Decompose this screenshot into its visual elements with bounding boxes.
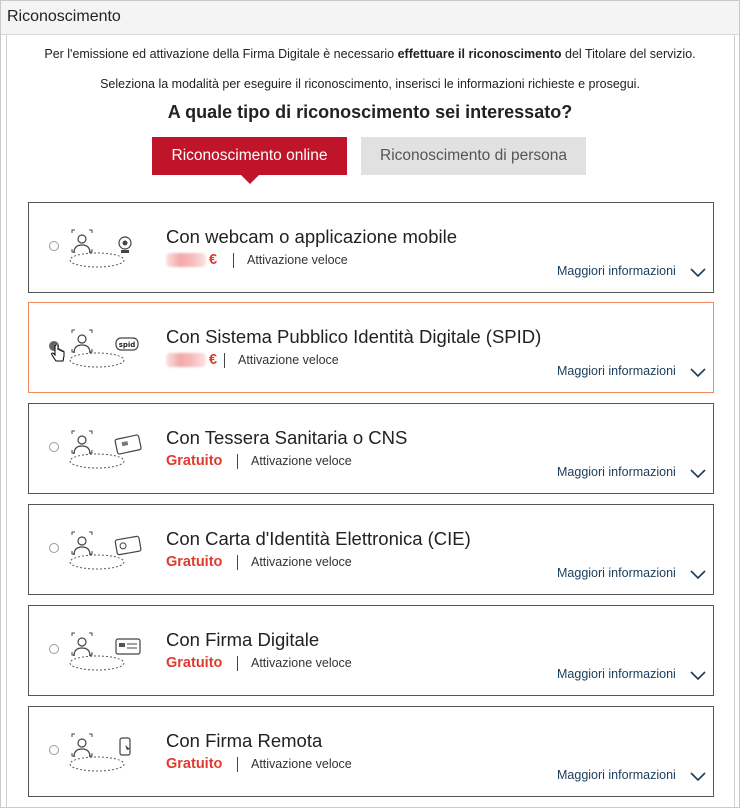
intro-line-1 — [0, 47, 740, 61]
more-info-link[interactable]: Maggiori informazioni — [557, 465, 676, 479]
option-activation: Attivazione veloce — [251, 656, 352, 670]
option-activation: Attivazione veloce — [238, 353, 339, 367]
tab-riconoscimento-persona[interactable]: Riconoscimento di persona — [361, 137, 586, 175]
option-radio[interactable] — [49, 745, 59, 755]
separator — [237, 555, 238, 570]
webcam-icon-illustration — [69, 229, 159, 271]
option-activation: Attivazione veloce — [251, 454, 352, 468]
separator — [233, 253, 234, 268]
panel-title: Riconoscimento — [7, 8, 121, 25]
remote-signature-icon-illustration — [69, 733, 159, 775]
tab-riconoscimento-online[interactable]: Riconoscimento online — [152, 137, 347, 175]
option-price: Gratuito — [166, 453, 223, 469]
option-card[interactable] — [28, 403, 714, 494]
option-price: € — [166, 252, 217, 268]
svg-text:spid: spid — [118, 341, 136, 349]
option-title: Con Firma Remota — [166, 730, 323, 751]
option-card[interactable] — [28, 605, 714, 696]
option-card[interactable] — [28, 302, 714, 393]
intro-text-end: del Titolare del servizio. — [561, 47, 696, 61]
option-price: Gratuito — [166, 756, 223, 772]
option-card[interactable] — [28, 504, 714, 595]
option-activation: Attivazione veloce — [247, 253, 348, 267]
redacted-price — [166, 353, 206, 367]
option-title: Con Tessera Sanitaria o CNS — [166, 427, 408, 448]
id-card-icon — [69, 531, 159, 578]
option-radio[interactable] — [49, 442, 59, 452]
intro-line-2: Seleziona la modalità per eseguire il riconoscimento, inserisci le informazioni richieste e prosegui. — [100, 77, 640, 91]
digital-signature-card-icon-illustration — [69, 632, 159, 674]
more-info-link[interactable]: Maggiori informazioni — [557, 364, 676, 378]
redacted-price — [166, 253, 206, 267]
separator — [237, 757, 238, 772]
chevron-down-icon[interactable] — [690, 265, 706, 283]
option-activation: Attivazione veloce — [251, 555, 352, 569]
chevron-down-icon[interactable] — [690, 567, 706, 585]
health-card-icon-illustration — [69, 430, 159, 472]
option-price: € — [166, 352, 217, 368]
option-title: Con Carta d'Identità Elettronica (CIE) — [166, 528, 471, 549]
webcam-icon — [69, 229, 159, 276]
option-card[interactable] — [28, 706, 714, 797]
chevron-down-icon[interactable] — [690, 466, 706, 484]
more-info-link[interactable]: Maggiori informazioni — [557, 264, 676, 278]
intro-bold-text: effettuare il riconoscimento — [397, 47, 562, 61]
option-activation: Attivazione veloce — [251, 757, 352, 771]
option-radio[interactable] — [49, 644, 59, 654]
option-title: Con webcam o applicazione mobile — [166, 226, 458, 247]
chevron-down-icon[interactable] — [690, 668, 706, 686]
spid-icon-illustration — [69, 329, 159, 371]
option-card[interactable] — [28, 202, 714, 293]
more-info-link[interactable]: Maggiori informazioni — [557, 768, 676, 782]
more-info-link[interactable]: Maggiori informazioni — [557, 566, 676, 580]
hand-cursor-icon — [51, 345, 65, 368]
option-title: Con Sistema Pubblico Identità Digitale (SPID) — [166, 326, 542, 347]
id-card-icon-illustration — [69, 531, 159, 573]
option-radio[interactable] — [49, 543, 59, 553]
option-price: Gratuito — [166, 655, 223, 671]
separator — [224, 353, 225, 368]
option-price: Gratuito — [166, 554, 223, 570]
more-info-link[interactable]: Maggiori informazioni — [557, 667, 676, 681]
chevron-down-icon[interactable] — [690, 769, 706, 787]
option-radio[interactable] — [49, 241, 59, 251]
digital-signature-card-icon — [69, 632, 159, 679]
intro-text: Per l'emissione ed attivazione della Firma Digitale è necessario — [44, 47, 398, 61]
option-title: Con Firma Digitale — [166, 629, 320, 650]
spid-icon — [69, 329, 159, 376]
remote-signature-icon — [69, 733, 159, 780]
chevron-down-icon[interactable] — [690, 365, 706, 383]
separator — [237, 454, 238, 469]
page-question: A quale tipo di riconoscimento sei interessato? — [167, 102, 573, 122]
health-card-icon — [69, 430, 159, 477]
panel-header — [1, 1, 739, 35]
separator — [237, 656, 238, 671]
